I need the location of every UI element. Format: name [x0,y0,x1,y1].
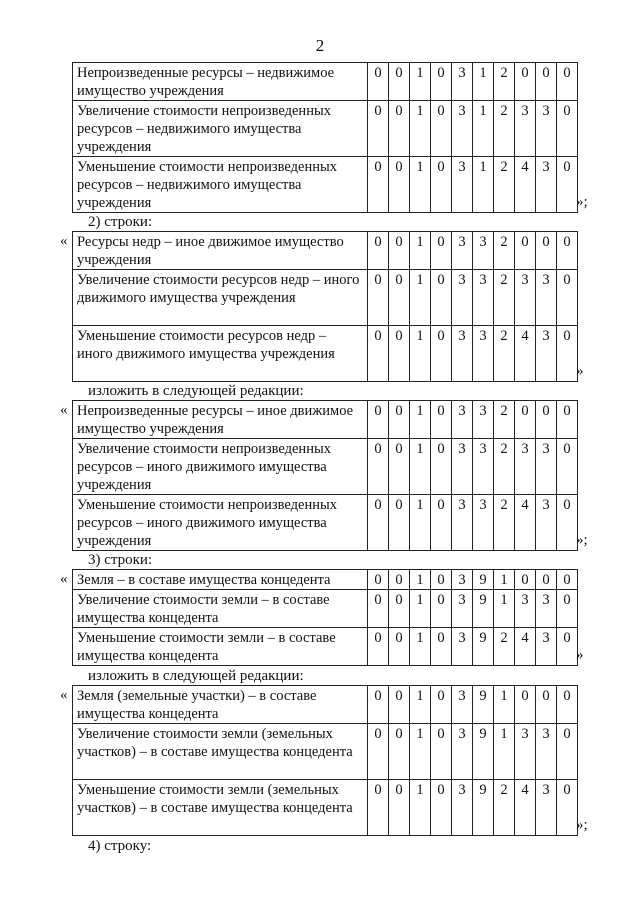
code-digit: 2 [494,101,515,157]
code-digit: 3 [515,270,536,326]
code-digit: 0 [557,232,578,270]
row-name: Уменьшение стоимости непроизведенных ресурсов – иного движимого имущества учреждения [73,495,368,551]
closing-quote: »; [576,194,588,210]
code-digit: 0 [368,326,389,382]
code-digit: 0 [368,495,389,551]
code-digit: 3 [536,724,557,780]
code-digit: 0 [368,401,389,439]
section-5 [60,668,600,836]
code-digit: 3 [452,628,473,666]
code-digit: 0 [368,63,389,101]
code-digit: 1 [494,570,515,590]
code-digit: 0 [557,686,578,724]
table-wrap [60,685,600,836]
code-digit: 0 [557,157,578,213]
code-digit: 0 [515,63,536,101]
code-digit: 0 [536,570,557,590]
code-digit: 0 [368,570,389,590]
code-digit: 3 [536,157,557,213]
code-digit: 0 [431,780,452,836]
footer [60,838,600,855]
row-name: Земля (земельные участки) – в составе имущества концедента [73,686,368,724]
closing-quote: » [576,647,584,663]
code-table [72,231,578,382]
opening-quote: « [60,233,68,249]
code-digit: 9 [473,686,494,724]
code-digit: 9 [473,724,494,780]
code-digit: 4 [515,326,536,382]
code-table [72,685,578,836]
code-digit: 0 [557,495,578,551]
code-digit: 0 [368,157,389,213]
code-digit: 0 [389,232,410,270]
opening-quote: « [60,571,68,587]
row-name: Увеличение стоимости земли – в составе имущества концедента [73,590,368,628]
code-digit: 1 [410,724,431,780]
code-digit: 0 [431,439,452,495]
code-digit: 0 [389,63,410,101]
code-digit: 3 [452,63,473,101]
code-digit: 2 [494,401,515,439]
code-digit: 1 [410,101,431,157]
section-4 [60,552,600,666]
code-digit: 3 [452,686,473,724]
code-digit: 3 [452,157,473,213]
code-digit: 0 [389,101,410,157]
code-digit: 0 [368,780,389,836]
closing-quote: »; [576,817,588,833]
code-digit: 0 [368,101,389,157]
code-digit: 0 [431,157,452,213]
table-row [73,686,578,724]
code-digit: 0 [557,101,578,157]
row-name: Земля – в составе имущества концедента [73,570,368,590]
section-lead: изложить в следующей редакции: [88,383,304,399]
table-wrap [60,569,600,666]
code-digit: 0 [389,686,410,724]
code-digit: 0 [515,686,536,724]
code-digit: 1 [410,570,431,590]
code-digit: 3 [473,326,494,382]
code-digit: 0 [389,157,410,213]
code-digit: 1 [410,401,431,439]
code-digit: 0 [389,780,410,836]
code-digit: 3 [473,439,494,495]
code-digit: 0 [389,326,410,382]
code-digit: 3 [452,590,473,628]
code-digit: 1 [410,270,431,326]
table-row [73,780,578,836]
code-digit: 0 [557,780,578,836]
code-digit: 1 [410,439,431,495]
code-digit: 2 [494,780,515,836]
section-lead: изложить в следующей редакции: [88,668,304,684]
code-digit: 9 [473,628,494,666]
code-digit: 2 [494,628,515,666]
table-wrap [60,62,600,213]
code-digit: 3 [452,724,473,780]
table-row [73,63,578,101]
code-digit: 1 [410,63,431,101]
code-digit: 0 [431,495,452,551]
code-digit: 0 [536,401,557,439]
code-digit: 1 [410,590,431,628]
code-digit: 1 [473,157,494,213]
code-digit: 0 [389,724,410,780]
code-digit: 3 [452,232,473,270]
section-lead: 3) строки: [88,552,153,568]
code-digit: 0 [389,270,410,326]
code-digit: 3 [536,495,557,551]
code-digit: 2 [494,495,515,551]
code-digit: 0 [536,686,557,724]
code-digit: 0 [389,570,410,590]
code-digit: 0 [431,326,452,382]
code-digit: 0 [431,63,452,101]
code-digit: 0 [368,439,389,495]
code-digit: 4 [515,628,536,666]
code-digit: 2 [494,326,515,382]
table-row [73,628,578,666]
code-digit: 4 [515,495,536,551]
code-digit: 2 [494,270,515,326]
code-digit: 0 [389,628,410,666]
table-row [73,326,578,382]
code-digit: 3 [536,628,557,666]
code-digit: 1 [410,495,431,551]
code-digit: 3 [515,101,536,157]
row-name: Уменьшение стоимости ресурсов недр – иного движимого имущества учреждения [73,326,368,382]
code-digit: 1 [494,686,515,724]
code-digit: 2 [494,157,515,213]
table-row [73,439,578,495]
code-digit: 0 [431,401,452,439]
code-digit: 4 [515,780,536,836]
row-name: Ресурсы недр – иное движимое имущество учреждения [73,232,368,270]
code-digit: 0 [431,232,452,270]
table-row [73,401,578,439]
code-digit: 3 [473,270,494,326]
code-digit: 3 [536,439,557,495]
code-digit: 9 [473,780,494,836]
opening-quote: « [60,402,68,418]
code-digit: 0 [515,570,536,590]
row-name: Увеличение стоимости непроизведенных ресурсов – иного движимого имущества учреждения [73,439,368,495]
table-row [73,590,578,628]
code-digit: 0 [389,495,410,551]
code-digit: 0 [557,724,578,780]
code-digit: 0 [431,570,452,590]
code-digit: 3 [452,326,473,382]
opening-quote: « [60,687,68,703]
row-name: Непроизведенные ресурсы – недвижимое имущество учреждения [73,63,368,101]
code-digit: 1 [410,628,431,666]
row-name: Увеличение стоимости непроизведенных ресурсов – недвижимого имущества учреждения [73,101,368,157]
code-digit: 2 [494,439,515,495]
code-digit: 0 [515,401,536,439]
code-digit: 3 [536,270,557,326]
code-digit: 1 [410,780,431,836]
code-digit: 3 [473,401,494,439]
code-digit: 0 [368,270,389,326]
code-digit: 3 [473,495,494,551]
code-digit: 3 [452,780,473,836]
code-digit: 0 [389,401,410,439]
code-digit: 0 [431,686,452,724]
code-digit: 3 [515,724,536,780]
code-digit: 0 [368,686,389,724]
table-wrap [60,400,600,551]
table-row [73,157,578,213]
code-digit: 2 [494,232,515,270]
code-digit: 3 [452,401,473,439]
code-digit: 3 [452,101,473,157]
code-table [72,400,578,551]
code-digit: 0 [431,590,452,628]
code-table [72,62,578,213]
code-digit: 0 [536,232,557,270]
section-1 [60,62,600,213]
code-digit: 1 [494,590,515,628]
code-digit: 0 [389,439,410,495]
code-digit: 0 [368,232,389,270]
code-digit: 0 [536,63,557,101]
code-digit: 4 [515,157,536,213]
code-digit: 3 [452,495,473,551]
section-lead: 4) строку: [88,838,152,854]
code-digit: 0 [557,590,578,628]
row-name: Непроизведенные ресурсы – иное движимое имущество учреждения [73,401,368,439]
table-row [73,570,578,590]
code-digit: 0 [557,439,578,495]
code-digit: 3 [536,326,557,382]
code-digit: 0 [431,628,452,666]
code-digit: 9 [473,590,494,628]
code-digit: 3 [515,439,536,495]
code-digit: 3 [515,590,536,628]
code-digit: 1 [473,63,494,101]
code-digit: 3 [536,780,557,836]
table-row [73,101,578,157]
section-3 [60,383,600,551]
code-digit: 3 [452,570,473,590]
row-name: Увеличение стоимости земли (земельных участков) – в составе имущества концедента [73,724,368,780]
code-digit: 0 [431,101,452,157]
code-digit: 0 [431,724,452,780]
code-digit: 9 [473,570,494,590]
code-digit: 3 [452,270,473,326]
code-digit: 0 [557,326,578,382]
code-digit: 0 [515,232,536,270]
row-name: Уменьшение стоимости земли – в составе имущества концедента [73,628,368,666]
code-digit: 0 [368,724,389,780]
code-digit: 0 [368,590,389,628]
section-lead: 2) строки: [88,214,153,230]
code-digit: 1 [473,101,494,157]
code-digit: 0 [389,590,410,628]
code-digit: 0 [557,570,578,590]
row-name: Уменьшение стоимости земли (земельных участков) – в составе имущества концедента [73,780,368,836]
section-2 [60,214,600,382]
code-digit: 1 [494,724,515,780]
code-digit: 3 [536,101,557,157]
code-digit: 0 [368,628,389,666]
code-digit: 3 [473,232,494,270]
code-digit: 1 [410,232,431,270]
closing-quote: » [576,363,584,379]
row-name: Увеличение стоимости ресурсов недр – иного движимого имущества учреждения [73,270,368,326]
code-digit: 0 [557,628,578,666]
code-digit: 1 [410,686,431,724]
code-digit: 2 [494,63,515,101]
code-digit: 3 [452,439,473,495]
code-digit: 0 [557,270,578,326]
code-digit: 0 [557,63,578,101]
code-digit: 0 [557,401,578,439]
table-row [73,270,578,326]
code-digit: 1 [410,157,431,213]
table-wrap [60,231,600,382]
row-name: Уменьшение стоимости непроизведенных ресурсов – недвижимого имущества учреждения [73,157,368,213]
table-row [73,724,578,780]
code-table [72,569,578,666]
page-number: 2 [315,36,325,55]
table-row [73,495,578,551]
code-digit: 0 [431,270,452,326]
closing-quote: »; [576,532,588,548]
code-digit: 3 [536,590,557,628]
table-row [73,232,578,270]
code-digit: 1 [410,326,431,382]
